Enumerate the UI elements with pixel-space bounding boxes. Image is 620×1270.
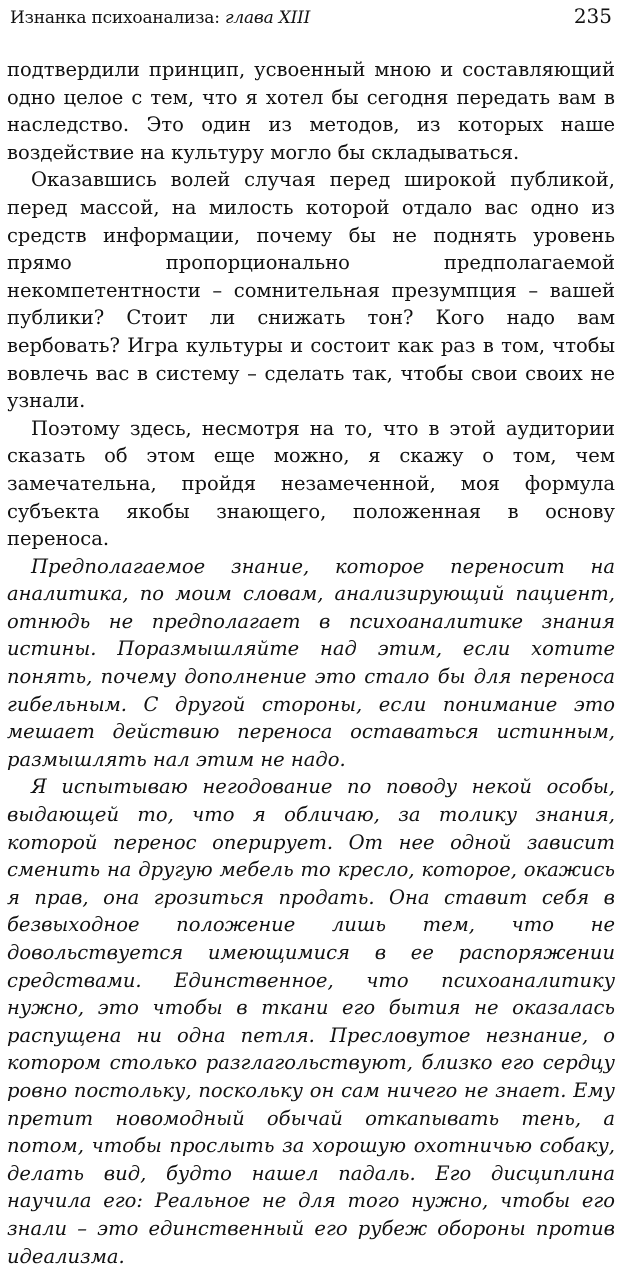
body-text <box>7 56 615 1270</box>
paragraph-4-italic: Предполагаемое знание, которое переносит на аналитика, по моим словам, анализирующий пациент, отнюдь не предполагает в психоаналитике знания истины. Поразмышляйте над этим, если хотите понять, почему дополнение это стало бы для переноса гибельным. С другой стороны, если понимание это мешает действию переноса оставаться истинным, размышлять нал этим не надо. <box>7 554 615 771</box>
book-title: Изнанка психоанализа: <box>10 8 225 28</box>
paragraph-5-italic: Я испытываю негодование по поводу некой особы, выдающей то, что я обличаю, за толику знания, которой перенос оперирует. От нее одной зависит сменить на другую мебель то кресло, которое, окажись я прав, она грозиться продать. Она ставит себя в безвыходное положение лишь тем, что не довольствуется имеющимися в ее распоряжении средствами. Единственное, что психоаналитику нужно, это чтобы в ткани его бытия не оказалась распущена ни одна петля. Пресловутое незнание, о котором столько разглагольствуют, близко его сердцу ровно постольку, поскольку он сам ничего не знает. Ему претит новомодный обычай откапывать тень, а потом, чтобы прослыть за хорошую охотничью собаку, делать вид, будто нашел падаль. Его дисциплина научила его: Реальное не для того нужно, чтобы его знали – это единственный его рубеж обороны против идеализма. <box>7 775 615 1268</box>
running-head-title <box>10 8 310 28</box>
page-number: 235 <box>573 4 612 28</box>
paragraph-2: Оказавшись волей случая перед широкой публикой, перед массой, на милость которой отдало вас одно из средств информации, почему бы не поднять уровень прямо пропорционально предполагаемой некомпетентности – сомнительная презумпция – вашей публики? Стоит ли снижать тон? Кого надо вам вербовать? Игра культуры и состоит как раз в том, чтобы вовлечь вас в систему – сделать так, чтобы свои своих не узнали. <box>7 168 615 413</box>
running-head <box>10 2 612 32</box>
paragraph-1: подтвердили принцип, усвоенный мною и составляющий одно целое с тем, что я хотел бы сегодня передать вам в наследство. Это один из методов, из которых наше воздействие на культуру могло бы складываться. <box>7 58 615 164</box>
paragraph-3: Поэтому здесь, несмотря на то, что в этой аудитории сказать об этом еще можно, я скажу о том, чем замечательна, пройдя незамеченной, моя формула субъекта якобы знающего, положенная в основу переноса. <box>7 416 615 551</box>
chapter-label: глава XIII <box>224 8 311 28</box>
